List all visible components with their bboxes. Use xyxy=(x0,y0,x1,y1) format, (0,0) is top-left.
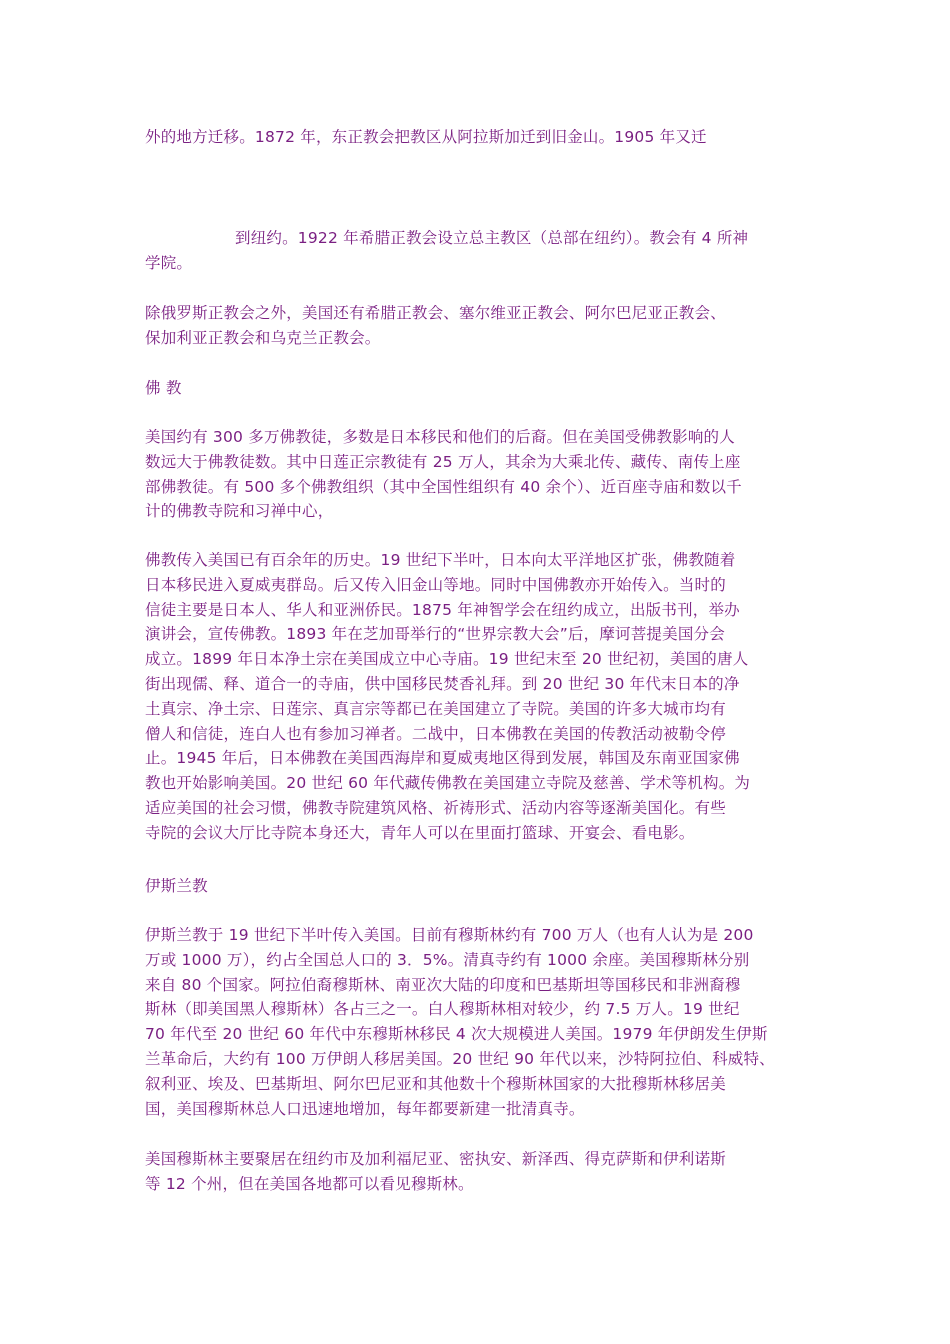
text-line: 保加利亚正教会和乌克兰正教会。 xyxy=(145,328,381,347)
text-line: 到纽约。1922 年希腊正教会设立总主教区（总部在纽约）。教会有 4 所神 xyxy=(235,229,749,247)
section-heading: 伊斯兰教 xyxy=(145,877,208,895)
text-line: 等 12 个州，但在美国各地都可以看见穆斯林。 xyxy=(145,1174,474,1193)
text-line: 成立。1899 年日本净土宗在美国成立中心寺庙。19 世纪末至 20 世纪初，美国的唐人 xyxy=(145,650,749,669)
text-line: 国，美国穆斯林总人口迅速地增加，每年都要新建一批清真寺。 xyxy=(145,1099,585,1118)
text-line: 土真宗、净土宗、日莲宗、真言宗等都已在美国建立了寺院。美国的许多大城市均有 xyxy=(145,699,726,718)
text-line: 街出现儒、释、道合一的寺庙，供中国移民焚香礼拜。到 20 世纪 30 年代末日本的净 xyxy=(145,674,740,693)
text-line: 叙利亚、埃及、巴基斯坦、阿尔巴尼亚和其他数十个穆斯林国家的大批穆斯林移居美 xyxy=(145,1074,726,1093)
text-line: 来自 80 个国家。阿拉伯裔穆斯林、南亚次大陆的印度和巴基斯坦等国移民和非洲裔穆 xyxy=(145,975,741,994)
paragraph-islam-history xyxy=(145,923,810,1121)
text-line: 日本移民进入夏威夷群岛。后又传入旧金山等地。同时中国佛教亦开始传入。当时的 xyxy=(145,575,726,594)
paragraph-islam-distribution xyxy=(145,1147,810,1197)
text-line: 佛教传入美国已有百余年的历史。19 世纪下半叶，日本向太平洋地区扩张，佛教随着 xyxy=(145,551,736,569)
text-line: 演讲会，宣传佛教。1893 年在芝加哥举行的“世界宗教大会”后，摩诃菩提美国分会 xyxy=(145,625,725,644)
paragraph-orthodox-newyork xyxy=(145,226,810,276)
text-line: 数远大于佛教徒数。其中日莲正宗教徒有 25 万人，其余为大乘北传、藏传、南传上座 xyxy=(145,452,741,471)
text-line: 外的地方迁移。1872 年，东正教会把教区从阿拉斯加迁到旧金山。1905 年又迁 xyxy=(145,128,707,146)
heading-buddhism xyxy=(145,376,810,401)
text-line: 70 年代至 20 世纪 60 年代中东穆斯林移民 4 次大规模进人美国。1979 年伊朗发生伊斯 xyxy=(145,1025,768,1044)
text-line: 除俄罗斯正教会之外，美国还有希腊正教会、塞尔维亚正教会、阿尔巴尼亚正教会、 xyxy=(145,304,726,322)
section-heading: 佛 教 xyxy=(145,379,182,397)
text-line: 僧人和信徒，连白人也有参加习禅者。二战中，日本佛教在美国的传教活动被勒令停 xyxy=(145,724,726,743)
text-line: 学院。 xyxy=(145,253,193,272)
text-line: 万或 1000 万），约占全国总人口的 3．5%。清真寺约有 1000 余座。美国穆斯林分别 xyxy=(145,950,750,969)
text-line: 美国约有 300 多万佛教徒，多数是日本移民和他们的后裔。但在美国受佛教影响的人 xyxy=(145,428,735,446)
text-line: 美国穆斯林主要聚居在纽约市及加利福尼亚、密执安、新泽西、得克萨斯和伊利诺斯 xyxy=(145,1150,726,1168)
text-line: 寺院的会议大厅比寺院本身还大，青年人可以在里面打篮球、开宴会、看电影。 xyxy=(145,823,695,842)
paragraph-other-orthodox xyxy=(145,301,810,351)
text-line: 止。1945 年后，日本佛教在美国西海岸和夏威夷地区得到发展，韩国及东南亚国家佛 xyxy=(145,749,740,768)
paragraph-buddhism-history xyxy=(145,548,810,846)
heading-islam xyxy=(145,874,810,899)
text-line: 伊斯兰教于 19 世纪下半叶传入美国。目前有穆斯林约有 700 万人（也有人认为是 200 xyxy=(145,926,754,944)
paragraph-buddhism-population xyxy=(145,425,810,524)
text-line: 计的佛教寺院和习禅中心， xyxy=(145,502,334,521)
text-line: 斯林（即美国黑人穆斯林）各占三之一。白人穆斯林相对较少，约 7.5 万人。19 世纪 xyxy=(145,1000,740,1019)
text-line: 教也开始影响美国。20 世纪 60 年代藏传佛教在美国建立寺院及慈善、学术等机构。为 xyxy=(145,774,751,793)
text-line: 适应美国的社会习惯，佛教寺院建筑风格、祈祷形式、活动内容等逐渐美国化。有些 xyxy=(145,798,726,817)
text-line: 兰革命后，大约有 100 万伊朗人移居美国。20 世纪 90 年代以来，沙特阿拉伯、科威特、 xyxy=(145,1049,775,1068)
text-line: 信徒主要是日本人、华人和亚洲侨民。1875 年神智学会在纽约成立，出版书刊，举办 xyxy=(145,600,740,619)
text-line: 部佛教徒。有 500 多个佛教组织（其中全国性组织有 40 余个）、近百座寺庙和数以千 xyxy=(145,477,742,496)
paragraph-orthodox-migration xyxy=(145,125,810,150)
